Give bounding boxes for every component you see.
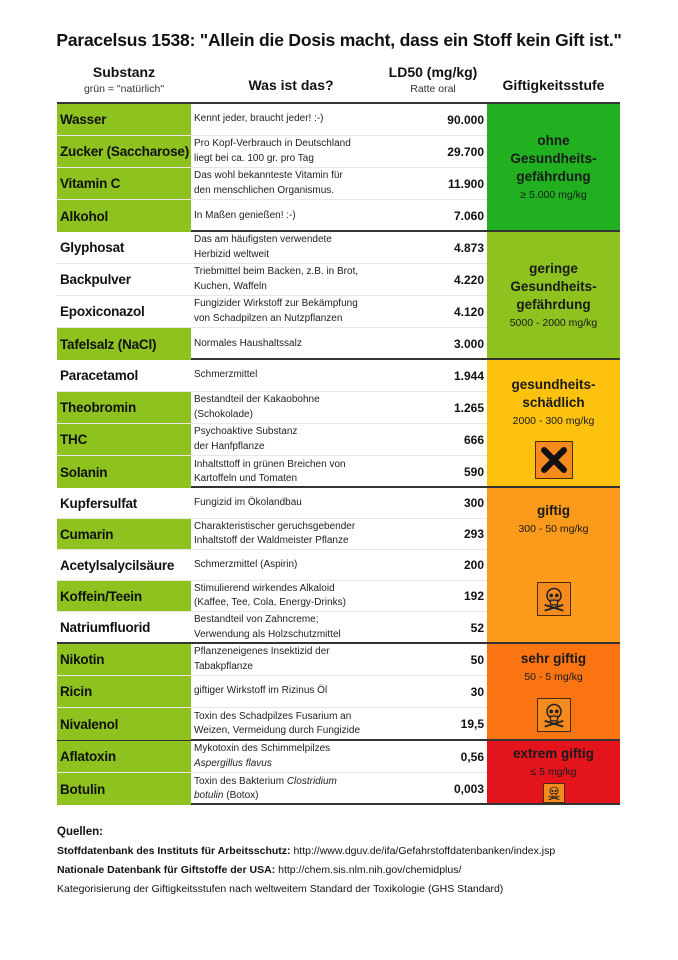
species-name: Aspergillus flavus <box>194 757 272 769</box>
ld50-value: 29.700 <box>447 144 484 159</box>
level-group-6 <box>57 741 620 805</box>
toxicity-level-cell <box>487 104 620 230</box>
table-row <box>57 200 487 232</box>
table-row <box>57 392 487 424</box>
description-line-1: Psychoaktive Substanz <box>194 426 298 437</box>
table-row <box>57 232 487 264</box>
ld50-value: 50 <box>470 652 484 667</box>
table-row <box>57 708 487 740</box>
toxicity-table <box>57 102 620 805</box>
description-line-1: Bestandteil der Kakaobohne <box>194 394 320 405</box>
table-row <box>57 550 487 581</box>
description-line-2: (Schokolade) <box>194 408 253 420</box>
toxicity-level-range: 300 - 50 mg/kg <box>518 523 589 536</box>
substance-name: Backpulver <box>60 272 131 287</box>
toxicity-level-range: 50 - 5 mg/kg <box>524 671 583 684</box>
substance-rows <box>57 644 487 739</box>
level-group-4 <box>57 488 620 644</box>
substance-name: Kupfersulfat <box>60 495 138 511</box>
substance-name: Tafelsalz (NaCl) <box>57 328 191 360</box>
description-line-2: (Kaffee, Tee, Cola, Energy-Drinks) <box>194 597 346 608</box>
source-line-1 <box>57 842 555 861</box>
header-was-ist-das: Was ist das? <box>248 77 334 93</box>
description-line-1: Schmerzmittel <box>194 369 258 381</box>
toxicity-level-cell <box>487 644 620 739</box>
substance-name: Epoxiconazol <box>60 304 145 319</box>
description-line-2: Weizen, Vermeidung durch Fungizide <box>194 725 361 736</box>
description-line-2: Verwendung als Holzschutzmittel <box>194 628 341 640</box>
description-line-1: Bestandteil von Zahncreme; <box>194 614 319 625</box>
description-line-1: Fungizider Wirkstoff zur Bekämpfung <box>194 298 358 309</box>
skull-icon <box>537 698 571 732</box>
description-line-1 <box>194 775 417 790</box>
ld50-value: 11.900 <box>447 176 484 191</box>
description-line-1: Pro Kopf-Verbrauch in Deutschland <box>194 138 351 149</box>
table-row <box>57 456 487 488</box>
description-line-2: von Schadpilzen an Nutzpflanzen <box>194 312 343 324</box>
substance-name: Koffein/Teein <box>57 581 191 611</box>
substance-description <box>191 456 417 488</box>
harmful-x-icon <box>535 441 573 479</box>
table-row <box>57 644 487 676</box>
substance-description <box>191 360 417 391</box>
substance-name: Acetylsalycilsäure <box>60 557 175 573</box>
level-group-5 <box>57 644 620 741</box>
substance-description <box>191 519 417 549</box>
substance-description <box>191 136 417 167</box>
toxicity-level-range: ≤ 5 mg/kg <box>530 766 577 779</box>
sources-heading: Quellen: <box>57 826 104 838</box>
toxicity-level-label: Gesundheits- <box>510 150 597 166</box>
substance-rows <box>57 232 487 358</box>
table-row <box>57 741 487 773</box>
sources <box>57 823 555 899</box>
toxicity-level-label: gefährdung <box>516 169 591 185</box>
ld50-value: 30 <box>470 684 484 699</box>
table-row <box>57 424 487 456</box>
table-row <box>57 581 487 612</box>
substance-name: Vitamin C <box>57 168 191 199</box>
table-row <box>57 168 487 200</box>
description-line-1: giftiger Wirkstoff im Rizinus Öl <box>194 685 328 697</box>
description-line-2: der Hanfpflanze <box>194 440 265 452</box>
ld50-value: 4.220 <box>453 272 484 287</box>
source-1-url[interactable]: http://www.dguv.de/ifa/Gefahrstoffdatenbanken/index.jsp <box>290 845 556 857</box>
ld50-value: 4.120 <box>453 304 484 319</box>
substance-rows <box>57 360 487 486</box>
ld50-value: 52 <box>470 620 484 635</box>
description-line-1: Fungizid im Ökolandbau <box>194 496 302 508</box>
substance-description <box>191 232 417 263</box>
description-line-1: Toxin des Schadpilzes Fusarium an <box>194 710 352 722</box>
toxicity-level-label: sehr giftig <box>520 651 587 666</box>
substance-name: Theobromin <box>57 392 191 423</box>
substance-name: Natriumfluorid <box>60 620 151 635</box>
description-line-1: Mykotoxin des Schimmelpilzes <box>194 743 331 754</box>
description-line-2: Tabakpflanze <box>194 660 253 672</box>
toxicity-level-label: schädlich <box>522 395 585 411</box>
substance-description <box>191 200 417 232</box>
skull-icon <box>537 582 571 616</box>
toxicity-level-range: 5000 - 2000 mg/kg <box>509 317 598 330</box>
description-line-2 <box>194 757 417 772</box>
ld50-value: 1.944 <box>453 368 484 383</box>
header-substanz <box>57 64 191 95</box>
description-line-1: In Maßen genießen! :-) <box>194 209 296 221</box>
toxicity-level-label: gesundheits- <box>511 377 596 392</box>
substance-description <box>191 581 417 611</box>
description-line-1: Kennt jeder, braucht jeder! :-) <box>194 113 324 125</box>
toxicity-level-range: ≥ 5.000 mg/kg <box>520 189 587 202</box>
source-2-label: Nationale Datenbank für Giftstoffe der USA: <box>57 864 276 876</box>
substance-description <box>191 741 417 772</box>
substance-description <box>191 550 417 580</box>
toxicity-level-cell <box>487 488 620 642</box>
substance-name: Zucker (Saccharose) <box>57 136 191 167</box>
ld50-value: 293 <box>463 527 484 541</box>
substance-description <box>191 773 417 805</box>
substance-description <box>191 488 417 518</box>
description-line-1: Charakteristischer geruchsgebender <box>194 520 356 532</box>
ld50-value: 1.265 <box>453 400 484 415</box>
toxicity-level-cell <box>487 360 620 486</box>
page-title: Paracelsus 1538: "Allein die Dosis macht, dass ein Stoff kein Gift ist." <box>56 30 622 50</box>
source-2-url[interactable]: http://chem.sis.nlm.nih.gov/chemidplus/ <box>275 864 462 876</box>
substance-description <box>191 424 417 455</box>
substance-description <box>191 392 417 423</box>
substance-name: Cumarin <box>57 519 191 549</box>
substance-name: Solanin <box>57 456 191 488</box>
ld50-value: 200 <box>463 558 484 572</box>
ld50-value: 300 <box>463 496 484 510</box>
header-ld50 <box>380 64 486 95</box>
substance-description <box>191 104 417 135</box>
substance-name: Glyphosat <box>60 240 125 255</box>
table-row <box>57 264 487 296</box>
table-row <box>57 296 487 328</box>
toxicity-level-label: ohne <box>537 132 570 148</box>
species-name: Clostridium <box>286 775 337 787</box>
source-1-label: Stoffdatenbank des Instituts für Arbeitsschutz: <box>57 845 291 857</box>
description-line-2 <box>194 789 417 804</box>
table-row <box>57 488 487 519</box>
substance-name: THC <box>57 424 191 455</box>
source-line-2 <box>57 861 555 880</box>
substance-rows <box>57 741 487 803</box>
toxicity-level-label: gefährdung <box>516 297 591 313</box>
header-giftigkeitsstufe: Giftigkeitsstufe <box>502 77 605 93</box>
description-line-1: Normales Haushaltssalz <box>194 337 302 349</box>
level-group-1 <box>57 104 620 232</box>
substance-name: Alkohol <box>57 200 191 232</box>
table-row <box>57 136 487 168</box>
substance-description <box>191 676 417 707</box>
ld50-value: 192 <box>463 589 484 603</box>
substance-name: Aflatoxin <box>57 741 191 772</box>
ld50-value: 0,003 <box>453 782 484 796</box>
table-row <box>57 328 487 360</box>
toxicity-level-cell <box>487 741 620 803</box>
substance-rows <box>57 488 487 642</box>
header-ld50-label: LD50 (mg/kg) <box>388 64 478 80</box>
ld50-value: 590 <box>463 465 484 479</box>
table-row <box>57 104 487 136</box>
substance-description <box>191 168 417 199</box>
substance-name: Wasser <box>57 104 191 135</box>
table-row <box>57 773 487 805</box>
species-name: botulin <box>194 790 224 801</box>
table-row <box>57 612 487 643</box>
substance-name: Ricin <box>57 676 191 707</box>
description-line-1: Triebmittel beim Backen, z.B. in Brot, <box>194 266 359 277</box>
toxicity-level-label: Gesundheits- <box>510 278 597 294</box>
ld50-value: 4.873 <box>453 240 484 255</box>
substance-description <box>191 708 417 740</box>
description-line-2: liegt bei ca. 100 gr. pro Tag <box>194 152 314 164</box>
level-group-2 <box>57 232 620 360</box>
description-line-1: Pflanzeneigenes Insektizid der <box>194 646 330 657</box>
toxicity-level-label: extrem giftig <box>512 746 594 761</box>
description-text: (Botox) <box>223 790 259 801</box>
ld50-value: 7.060 <box>453 209 484 223</box>
toxicity-level-label: geringe <box>529 260 578 276</box>
substance-description <box>191 264 417 295</box>
source-line-3: Kategorisierung der Giftigkeitsstufen nach weltweitem Standard der Toxikologie (GHS Standard) <box>57 883 504 895</box>
description-line-2: den menschlichen Organismus. <box>194 184 335 196</box>
description-line-1: Inhaltsttoff in grünen Breichen von <box>194 458 346 470</box>
ld50-value: 90.000 <box>447 112 484 127</box>
ld50-value: 0,56 <box>460 749 484 764</box>
description-line-1: Stimulierend wirkendes Alkaloid <box>194 582 335 594</box>
description-line-2: Kuchen, Waffeln <box>194 280 267 292</box>
description-line-2: Kartoffeln und Tomaten <box>194 473 298 484</box>
substance-description <box>191 612 417 643</box>
ld50-value: 666 <box>463 432 484 447</box>
toxicity-level-range: 2000 - 300 mg/kg <box>512 415 595 428</box>
header-substanz-note: grün = "natürlich" <box>83 83 165 95</box>
toxicity-level-label: giftig <box>537 503 570 518</box>
description-line-1: Das wohl bekannteste Vitamin für <box>194 170 343 181</box>
description-line-1: Schmerzmittel (Aspirin) <box>194 558 298 570</box>
substance-name: Nivalenol <box>57 708 191 740</box>
substance-name: Nikotin <box>57 644 191 675</box>
level-group-3 <box>57 360 620 488</box>
table-row <box>57 519 487 550</box>
substance-description <box>191 644 417 675</box>
substance-name: Botulin <box>57 773 191 805</box>
description-line-2: Inhaltstoff der Waldmeister Pflanze <box>194 535 349 546</box>
substance-rows <box>57 104 487 230</box>
toxicity-level-cell <box>487 232 620 358</box>
substance-description <box>191 296 417 327</box>
ld50-value: 19,5 <box>460 717 484 731</box>
description-line-1: Das am häufigsten verwendete <box>194 234 332 245</box>
table-row <box>57 676 487 708</box>
header-substanz-label: Substanz <box>92 64 156 80</box>
description-line-2: Herbizid weltweit <box>194 248 270 260</box>
skull-icon <box>543 783 565 803</box>
table-row <box>57 360 487 392</box>
header-ld50-note: Ratte oral <box>410 83 456 95</box>
substance-name: Paracetamol <box>60 368 139 383</box>
ld50-value: 3.000 <box>453 337 484 351</box>
description-text: Toxin des Bakterium <box>194 775 287 787</box>
substance-description <box>191 328 417 360</box>
